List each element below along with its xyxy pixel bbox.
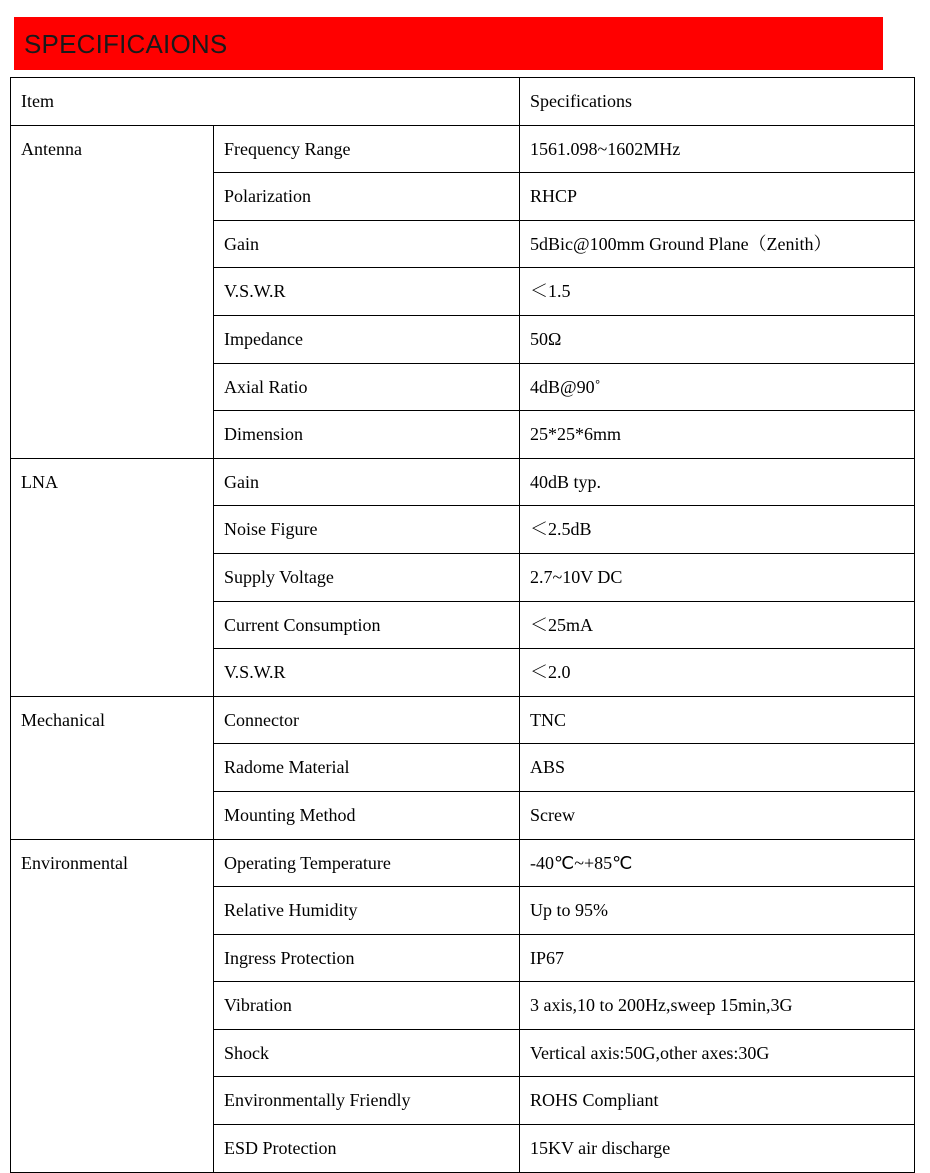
parameter-cell: Relative Humidity [214,887,520,935]
page-title: SPECIFICAIONS [24,29,228,59]
value-cell: Vertical axis:50G,other axes:30G [520,1029,915,1077]
parameter-cell: Connector [214,696,520,744]
value-cell: IP67 [520,934,915,982]
value-cell: ROHS Compliant [520,1077,915,1125]
value-cell: Screw [520,791,915,839]
value-cell: 2.7~10V DC [520,553,915,601]
parameter-cell: Current Consumption [214,601,520,649]
parameter-cell: Shock [214,1029,520,1077]
value-cell: RHCP [520,173,915,221]
value-cell: 1561.098~1602MHz [520,125,915,173]
parameter-cell: Noise Figure [214,506,520,554]
group-label: Antenna [11,125,214,458]
table-row [11,125,915,173]
parameter-cell: V.S.W.R [214,268,520,316]
value-cell: ＜25mA [520,601,915,649]
value-cell: TNC [520,696,915,744]
parameter-cell: V.S.W.R [214,649,520,697]
value-cell: 4dB@90˚ [520,363,915,411]
group-label: Mechanical [11,696,214,839]
value-cell: Up to 95% [520,887,915,935]
parameter-cell: Supply Voltage [214,553,520,601]
value-cell: -40℃~+85℃ [520,839,915,887]
value-cell: 3 axis,10 to 200Hz,sweep 15min,3G [520,982,915,1030]
value-cell: 15KV air discharge [520,1125,915,1173]
parameter-cell: ESD Protection [214,1125,520,1173]
value-cell: ＜2.5dB [520,506,915,554]
parameter-cell: Frequency Range [214,125,520,173]
value-cell: 50Ω [520,315,915,363]
group-label: LNA [11,458,214,696]
title-banner [14,17,883,70]
table-row [11,839,915,887]
table-row [11,458,915,506]
value-cell: ＜1.5 [520,268,915,316]
parameter-cell: Dimension [214,411,520,459]
parameter-cell: Gain [214,458,520,506]
table-row [11,696,915,744]
specifications-table [10,77,915,1173]
value-cell: 5dBic@100mm Ground Plane（Zenith） [520,220,915,268]
value-cell: 40dB typ. [520,458,915,506]
parameter-cell: Mounting Method [214,791,520,839]
group-label: Environmental [11,839,214,1172]
parameter-cell: Polarization [214,173,520,221]
value-cell: 25*25*6mm [520,411,915,459]
parameter-cell: Operating Temperature [214,839,520,887]
parameter-cell: Impedance [214,315,520,363]
header-specifications: Specifications [520,78,915,126]
parameter-cell: Vibration [214,982,520,1030]
parameter-cell: Gain [214,220,520,268]
value-cell: ABS [520,744,915,792]
header-item: Item [11,78,520,126]
parameter-cell: Axial Ratio [214,363,520,411]
parameter-cell: Environmentally Friendly [214,1077,520,1125]
parameter-cell: Ingress Protection [214,934,520,982]
table-header-row [11,78,915,126]
value-cell: ＜2.0 [520,649,915,697]
parameter-cell: Radome Material [214,744,520,792]
